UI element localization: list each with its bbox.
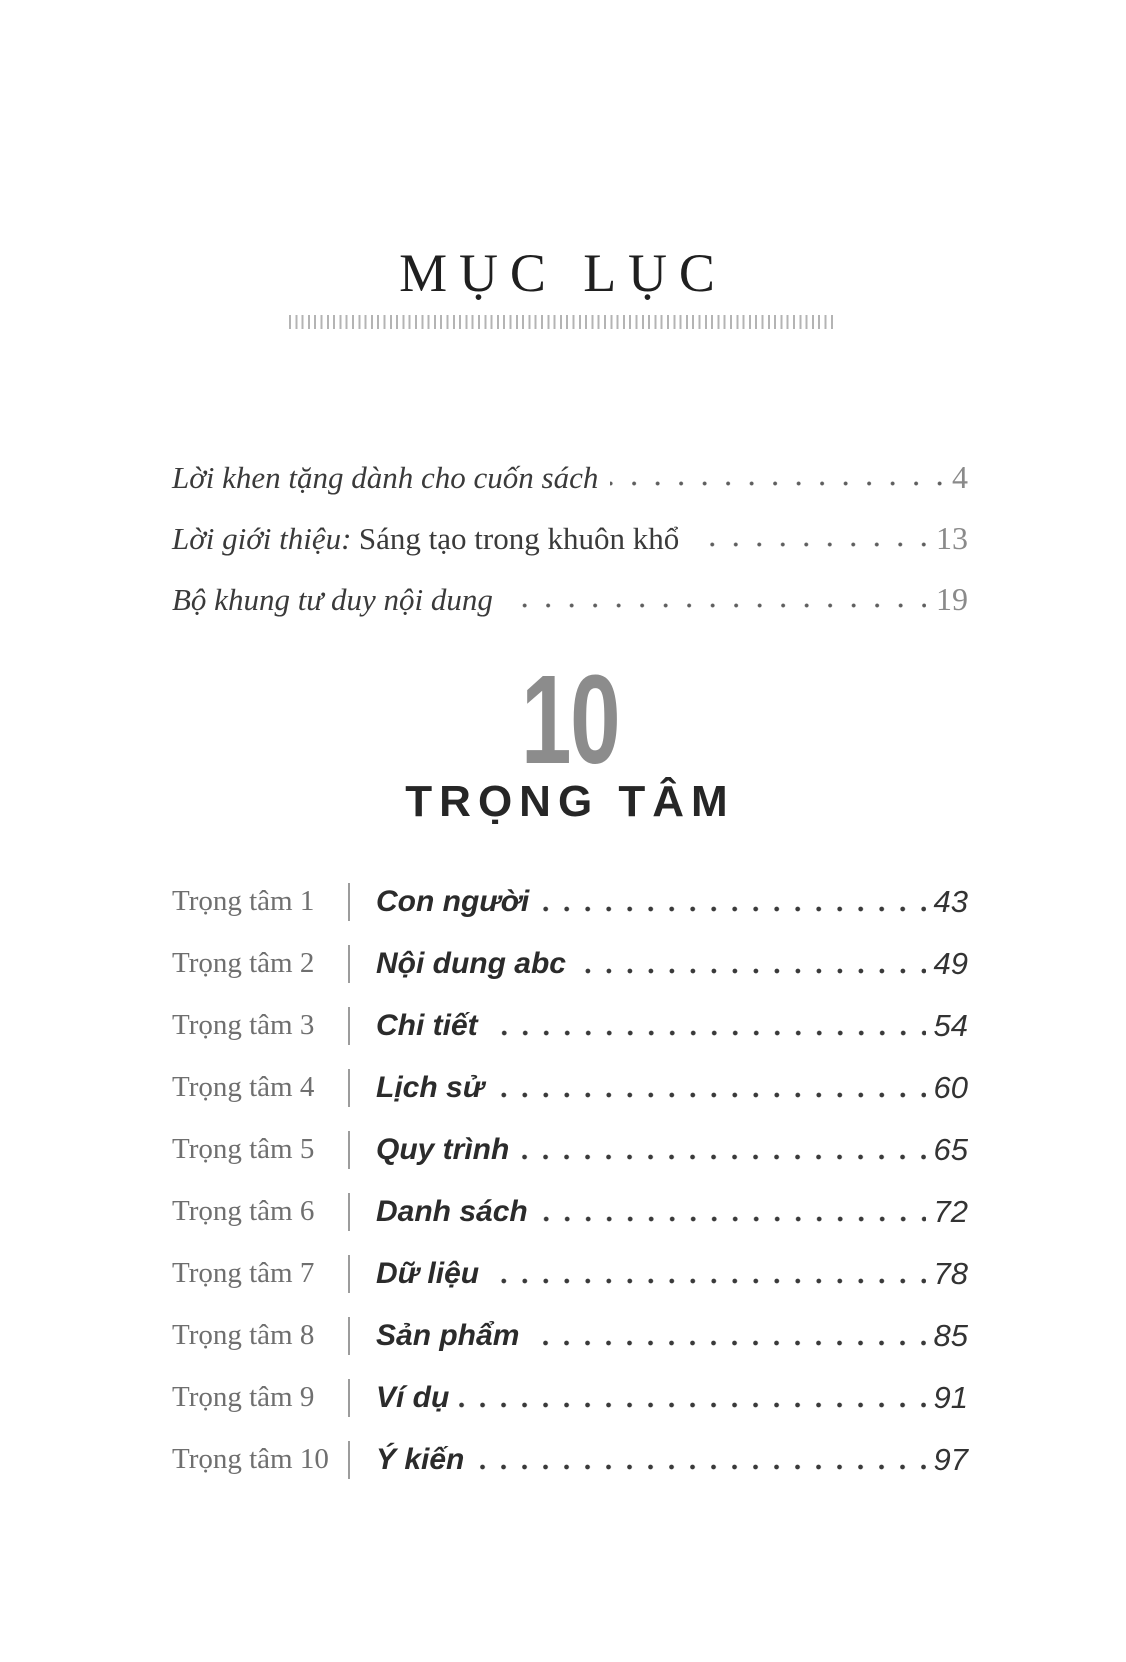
chapter-title: Quy trình bbox=[376, 1132, 510, 1166]
chapter-row bbox=[172, 1305, 968, 1367]
intro-entry bbox=[172, 459, 968, 520]
page-number: 13 bbox=[936, 520, 968, 556]
intro-entry-subtitle: Sáng tạo trong khuôn khổ bbox=[358, 521, 680, 556]
page-number: 72 bbox=[933, 1193, 968, 1229]
chapter-title: Dữ liệu bbox=[376, 1256, 480, 1290]
part-heading bbox=[172, 649, 968, 826]
separator-bar bbox=[348, 1317, 350, 1355]
page-number: 85 bbox=[933, 1317, 968, 1353]
chapter-label: Trọng tâm 1 bbox=[172, 885, 315, 918]
chapter-label: Trọng tâm 10 bbox=[172, 1443, 329, 1476]
intro-entry-title: Lời giới thiệu: bbox=[172, 521, 352, 556]
separator-bar bbox=[348, 1255, 350, 1293]
dot-leader bbox=[691, 542, 926, 547]
page-number: 60 bbox=[933, 1069, 968, 1105]
dot-leader bbox=[529, 1340, 925, 1346]
page-number: 43 bbox=[933, 883, 968, 919]
chapter-label: Trọng tâm 7 bbox=[172, 1257, 315, 1290]
dot-leader bbox=[610, 481, 942, 486]
chapter-title: Danh sách bbox=[376, 1194, 528, 1228]
chapter-label: Trọng tâm 3 bbox=[172, 1009, 315, 1042]
chapter-row bbox=[172, 871, 968, 933]
intro-entry bbox=[172, 520, 968, 581]
page-title: MỤC LỤC bbox=[399, 243, 727, 303]
chapter-row bbox=[172, 1243, 968, 1305]
dot-leader bbox=[459, 1402, 925, 1408]
separator-bar bbox=[348, 1193, 350, 1231]
chapter-title: Ý kiến bbox=[376, 1442, 465, 1476]
dot-leader bbox=[474, 1464, 925, 1470]
page-number: 19 bbox=[936, 581, 968, 617]
dot-leader bbox=[494, 1092, 925, 1098]
dot-leader bbox=[576, 968, 926, 974]
chapter-label: Trọng tâm 9 bbox=[172, 1381, 315, 1414]
part-number: 10 bbox=[520, 649, 620, 790]
dot-leader bbox=[505, 603, 926, 608]
chapter-row bbox=[172, 1181, 968, 1243]
chapter-row bbox=[172, 1057, 968, 1119]
chapter-title: Nội dung abc bbox=[376, 946, 566, 980]
chapter-label: Trọng tâm 4 bbox=[172, 1071, 315, 1104]
separator-bar bbox=[348, 945, 350, 983]
dot-leader bbox=[539, 906, 925, 912]
page-number: 4 bbox=[952, 459, 968, 495]
intro-entries bbox=[172, 459, 968, 642]
chapter-row bbox=[172, 995, 968, 1057]
page-number: 78 bbox=[933, 1255, 968, 1291]
intro-entry bbox=[172, 581, 968, 642]
chapter-label: Trọng tâm 5 bbox=[172, 1133, 315, 1166]
separator-bar bbox=[348, 1379, 350, 1417]
toc-header bbox=[0, 0, 1126, 329]
page-number: 97 bbox=[933, 1441, 968, 1477]
barcode-decoration bbox=[289, 315, 837, 329]
page-number: 49 bbox=[933, 945, 968, 981]
chapter-row bbox=[172, 1119, 968, 1181]
intro-entry-title: Bộ khung tư duy nội dung bbox=[172, 582, 493, 617]
intro-entry-title: Lời khen tặng dành cho cuốn sách bbox=[172, 460, 599, 495]
part-title: TRỌNG TÂM bbox=[405, 776, 735, 826]
chapter-label: Trọng tâm 2 bbox=[172, 947, 315, 980]
separator-bar bbox=[348, 883, 350, 921]
chapter-label: Trọng tâm 8 bbox=[172, 1319, 315, 1352]
dot-leader bbox=[538, 1216, 926, 1222]
chapter-row bbox=[172, 1429, 968, 1491]
chapter-list bbox=[172, 871, 968, 1491]
chapter-title: Lịch sử bbox=[376, 1070, 485, 1104]
dot-leader bbox=[488, 1030, 926, 1036]
chapter-row bbox=[172, 1367, 968, 1429]
dot-leader bbox=[519, 1154, 925, 1160]
separator-bar bbox=[348, 1131, 350, 1169]
chapter-title: Chi tiết bbox=[376, 1008, 478, 1042]
chapter-title: Ví dụ bbox=[376, 1380, 450, 1414]
separator-bar bbox=[348, 1007, 350, 1045]
page-number: 65 bbox=[933, 1131, 968, 1167]
separator-bar bbox=[348, 1069, 350, 1107]
page-number: 54 bbox=[933, 1007, 968, 1043]
separator-bar bbox=[348, 1441, 350, 1479]
dot-leader bbox=[489, 1278, 925, 1284]
chapter-title: Con người bbox=[376, 884, 530, 918]
chapter-title: Sản phẩm bbox=[376, 1318, 520, 1352]
chapter-row bbox=[172, 933, 968, 995]
page-number: 91 bbox=[933, 1379, 968, 1415]
chapter-label: Trọng tâm 6 bbox=[172, 1195, 315, 1228]
